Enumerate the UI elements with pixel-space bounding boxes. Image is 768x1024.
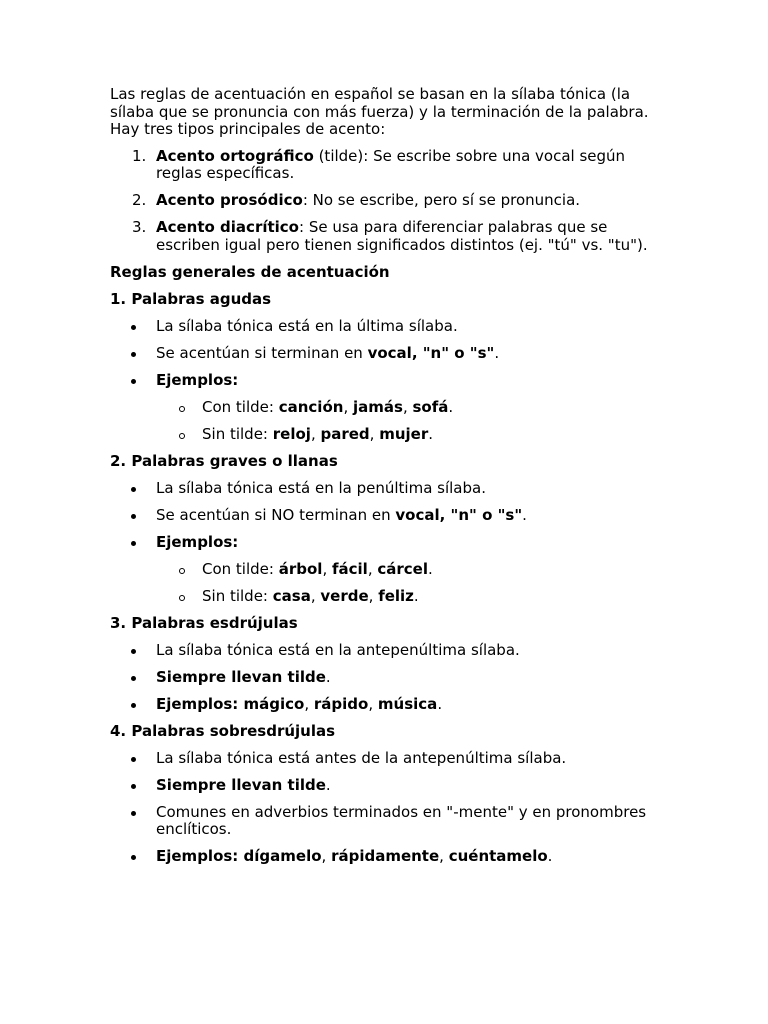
term: Acento diacrítico xyxy=(156,218,299,236)
list-item xyxy=(110,669,658,687)
sub-label: Sin tilde: xyxy=(202,424,273,443)
punctuation: , xyxy=(402,397,413,416)
punctuation: , xyxy=(310,424,321,443)
punctuation: , xyxy=(367,559,378,578)
punctuation: . xyxy=(522,505,527,524)
punctuation: . xyxy=(325,667,331,686)
bullet-list-esdrujulas xyxy=(110,642,658,714)
list-item xyxy=(110,777,658,795)
list-item xyxy=(110,372,658,444)
bullet-icon xyxy=(131,352,136,357)
example-word: rápido xyxy=(313,694,369,713)
bullet-icon xyxy=(131,676,136,681)
punctuation: , xyxy=(369,424,380,443)
example-word: jamás xyxy=(352,397,403,416)
definition: (tilde): Se escribe sobre una vocal según reglas específicas. xyxy=(156,146,626,182)
sub-label: Con tilde: xyxy=(202,397,279,416)
sub-list-item xyxy=(156,426,658,444)
examples-label: Ejemplos: xyxy=(156,370,239,389)
example-word: árbol xyxy=(278,559,323,578)
list-item xyxy=(110,642,658,660)
example-word: cuéntamelo xyxy=(448,847,548,865)
bullet-icon xyxy=(131,325,136,330)
emphasis: Siempre llevan tilde xyxy=(156,667,326,686)
bullet-icon xyxy=(131,703,136,708)
sub-list-item xyxy=(156,588,658,606)
list-number: 3. xyxy=(132,218,147,236)
punctuation: , xyxy=(439,847,449,865)
punctuation: . xyxy=(428,424,434,443)
section-heading-sobresdrujulas: 4. Palabras sobresdrújulas xyxy=(110,721,336,740)
example-word: música xyxy=(377,694,438,713)
list-item xyxy=(110,848,658,866)
section-heading-graves: 2. Palabras graves o llanas xyxy=(110,451,338,470)
list-number: 1. xyxy=(132,146,147,165)
document-page xyxy=(110,86,658,875)
list-item xyxy=(110,148,658,183)
bullet-list-sobresdrujulas xyxy=(110,750,658,866)
bullet-icon xyxy=(131,757,136,762)
example-word: casa xyxy=(272,586,311,605)
emphasis: vocal, "n" o "s" xyxy=(395,505,523,524)
example-word: cárcel xyxy=(377,559,428,578)
bullet-text: Comunes en adverbios terminados en "-mente" y en pronombres enclíticos. xyxy=(156,802,647,838)
accent-types-list xyxy=(110,148,658,255)
example-word: canción xyxy=(278,397,344,416)
example-word: mujer xyxy=(379,424,429,443)
bullet-list-agudas xyxy=(110,318,658,444)
punctuation: . xyxy=(413,586,419,605)
punctuation: . xyxy=(427,559,433,578)
list-item xyxy=(110,345,658,363)
bullet-icon xyxy=(131,784,136,789)
term: Acento ortográfico xyxy=(156,146,314,165)
list-item xyxy=(110,219,658,254)
sub-list xyxy=(156,399,658,444)
sub-list-item xyxy=(156,561,658,579)
bullet-icon xyxy=(131,541,136,546)
section-heading-agudas: 1. Palabras agudas xyxy=(110,289,272,308)
bullet-list-graves xyxy=(110,480,658,606)
circle-bullet-icon xyxy=(179,433,185,439)
list-item xyxy=(110,534,658,606)
list-item xyxy=(110,318,658,336)
example-word: rápidamente xyxy=(331,847,440,865)
sub-label: Sin tilde: xyxy=(202,586,273,605)
list-item xyxy=(110,192,658,210)
examples-label: Ejemplos: mágico xyxy=(156,694,305,713)
punctuation: , xyxy=(322,559,332,578)
punctuation: . xyxy=(494,343,500,362)
punctuation: . xyxy=(547,847,553,865)
punctuation: . xyxy=(437,694,443,713)
examples-label: Ejemplos: xyxy=(156,532,239,551)
bullet-icon xyxy=(131,379,136,384)
list-number: 2. xyxy=(132,191,147,209)
list-item xyxy=(110,480,658,498)
punctuation: , xyxy=(304,694,314,713)
examples-label: Ejemplos: dígamelo xyxy=(156,847,322,865)
example-word: fácil xyxy=(331,559,368,578)
circle-bullet-icon xyxy=(179,406,185,412)
punctuation: , xyxy=(321,847,332,865)
definition: : No se escribe, pero sí se pronuncia. xyxy=(302,191,581,209)
emphasis: Siempre llevan tilde xyxy=(156,775,326,794)
example-word: reloj xyxy=(272,424,311,443)
bullet-text: La sílaba tónica está en la penúltima sílaba. xyxy=(156,478,486,497)
section-heading-esdrujulas: 3. Palabras esdrújulas xyxy=(110,613,298,632)
list-item xyxy=(110,507,658,525)
example-word: verde xyxy=(320,586,369,605)
circle-bullet-icon xyxy=(179,568,185,574)
list-item xyxy=(110,804,658,839)
punctuation: . xyxy=(325,775,331,794)
punctuation: . xyxy=(448,397,454,416)
bullet-text: Se acentúan si terminan en xyxy=(156,343,368,362)
bullet-icon xyxy=(131,855,136,860)
example-word: pared xyxy=(320,424,370,443)
sub-list-item xyxy=(156,399,658,417)
punctuation: , xyxy=(343,397,353,416)
bullet-text: La sílaba tónica está antes de la antepenúltima sílaba. xyxy=(156,748,567,767)
example-word: feliz xyxy=(378,586,414,605)
bullet-icon xyxy=(131,649,136,654)
bullet-text: Se acentúan si NO terminan en xyxy=(156,505,396,524)
definition: : Se usa para diferenciar palabras que se escriben igual pero tienen significados distintos (ej. "tú" vs. "tu"). xyxy=(156,218,648,254)
emphasis: vocal, "n" o "s" xyxy=(367,343,495,362)
punctuation: , xyxy=(310,586,321,605)
list-item xyxy=(110,696,658,714)
term: Acento prosódico xyxy=(156,191,303,209)
general-rules-heading: Reglas generales de acentuación xyxy=(110,262,390,281)
circle-bullet-icon xyxy=(179,595,185,601)
intro-paragraph: Las reglas de acentuación en español se basan en la sílaba tónica (la sílaba que se pronuncia con más fuerza) y la terminación de la palabra. Hay tres tipos principales de acento: xyxy=(110,85,649,138)
example-word: sofá xyxy=(412,397,449,416)
list-item xyxy=(110,750,658,768)
bullet-icon xyxy=(131,811,136,816)
punctuation: , xyxy=(368,694,378,713)
bullet-text: La sílaba tónica está en la última sílaba. xyxy=(156,316,458,335)
punctuation: , xyxy=(368,586,379,605)
sub-list xyxy=(156,561,658,606)
bullet-icon xyxy=(131,487,136,492)
bullet-text: La sílaba tónica está en la antepenúltima sílaba. xyxy=(156,640,520,659)
bullet-icon xyxy=(131,514,136,519)
sub-label: Con tilde: xyxy=(202,559,279,578)
